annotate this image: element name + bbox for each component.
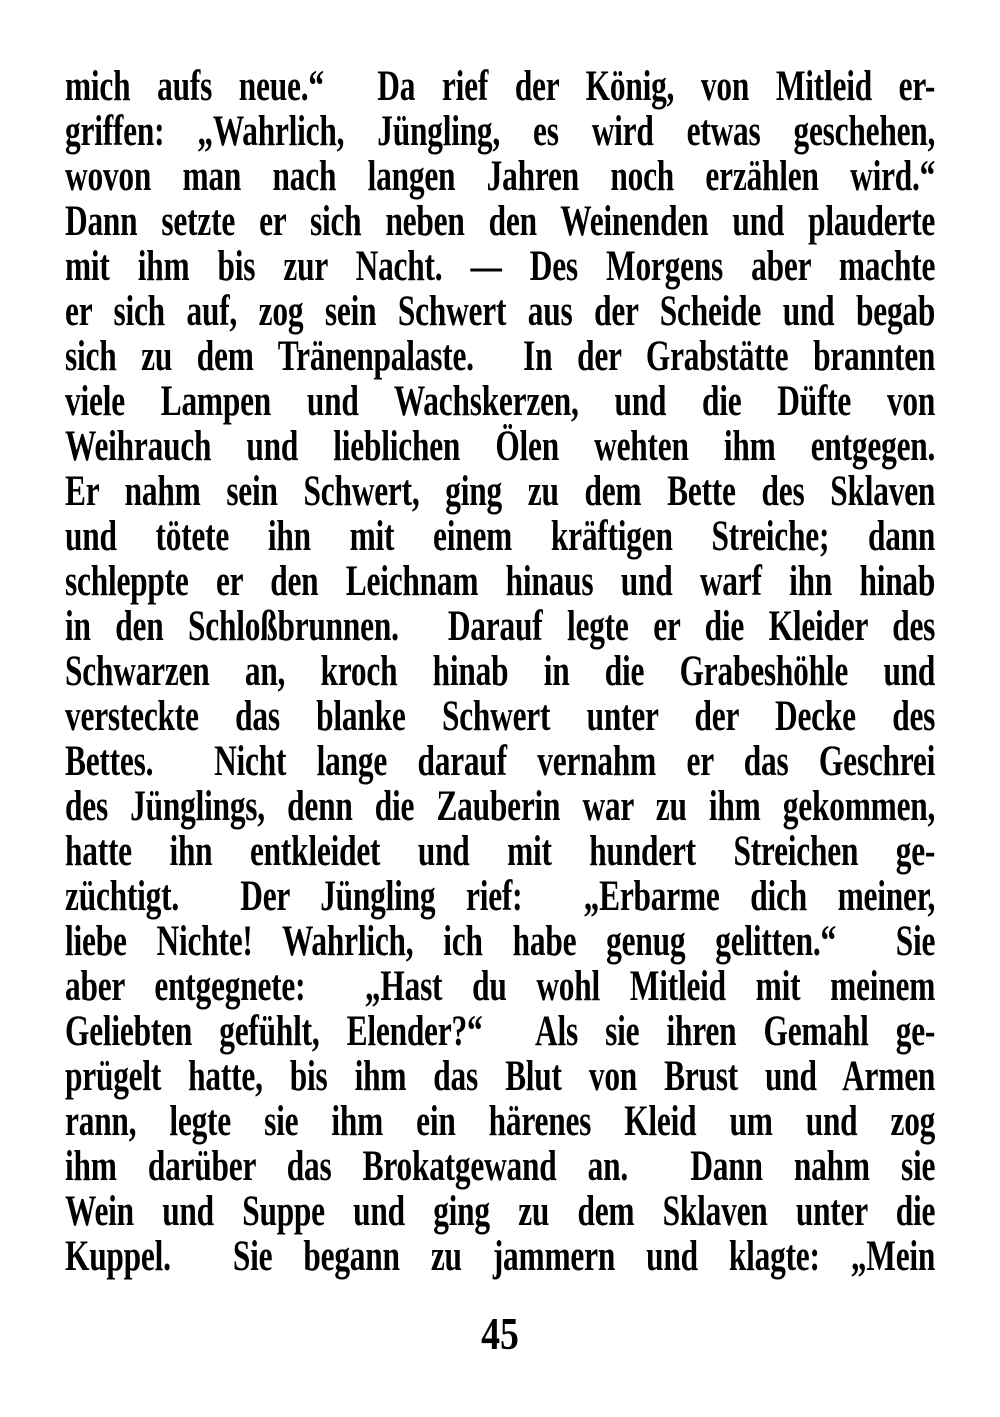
text-line: Weihrauch und lieblichen Ölen wehten ihm entgegen. — [65, 423, 936, 470]
text-line: in den Schloßbrunnen. Darauf legte er die Kleider des — [65, 603, 936, 650]
text-line: Geliebten gefühlt, Elender?“ Als sie ihren Gemahl ge- — [65, 1008, 936, 1055]
text-line: aber entgegnete: „Hast du wohl Mitleid mit meinem — [65, 963, 936, 1010]
text-line: Bettes. Nicht lange darauf vernahm er das Geschrei — [65, 738, 936, 785]
text-line: schleppte er den Leichnam hinaus und warf ihn hinab — [65, 558, 936, 605]
text-line: mich aufs neue.“ Da rief der König, von Mitleid er- — [65, 63, 936, 110]
text-line: und tötete ihn mit einem kräftigen Streiche; dann — [65, 513, 936, 560]
text-line: Schwarzen an, kroch hinab in die Grabeshöhle und — [65, 648, 936, 695]
text-line: versteckte das blanke Schwert unter der Decke des — [65, 693, 936, 740]
text-line: rann, legte sie ihm ein härenes Kleid um und zog — [65, 1098, 936, 1145]
text-line: des Jünglings, denn die Zauberin war zu ihm gekommen, — [65, 783, 936, 830]
text-line: griffen: „Wahrlich, Jüngling, es wird etwas geschehen, — [65, 108, 936, 155]
text-line: sich zu dem Tränenpalaste. In der Grabstätte brannten — [65, 333, 936, 380]
text-line: liebe Nichte! Wahrlich, ich habe genug gelitten.“ Sie — [65, 918, 936, 965]
page-number: 45 — [481, 1308, 519, 1359]
text-line: prügelt hatte, bis ihm das Blut von Brust und Armen — [65, 1053, 936, 1100]
text-line: hatte ihn entkleidet und mit hundert Streichen ge- — [65, 828, 936, 875]
text-line: Er nahm sein Schwert, ging zu dem Bette des Sklaven — [65, 468, 936, 515]
text-line: Wein und Suppe und ging zu dem Sklaven unter die — [65, 1188, 936, 1235]
text-block — [65, 64, 935, 1279]
text-line: mit ihm bis zur Nacht. — Des Morgens aber machte — [65, 243, 936, 290]
text-line: wovon man nach langen Jahren noch erzählen wird.“ — [65, 153, 936, 200]
text-line: ihm darüber das Brokatgewand an. Dann nahm sie — [65, 1143, 936, 1190]
text-line: viele Lampen und Wachskerzen, und die Düfte von — [65, 378, 936, 425]
text-line: er sich auf, zog sein Schwert aus der Scheide und begab — [65, 288, 936, 335]
text-line: Kuppel. Sie begann zu jammern und klagte: „Mein — [65, 1233, 936, 1280]
text-line: züchtigt. Der Jüngling rief: „Erbarme dich meiner, — [65, 873, 936, 920]
text-line: Dann setzte er sich neben den Weinenden und plauderte — [65, 198, 936, 245]
